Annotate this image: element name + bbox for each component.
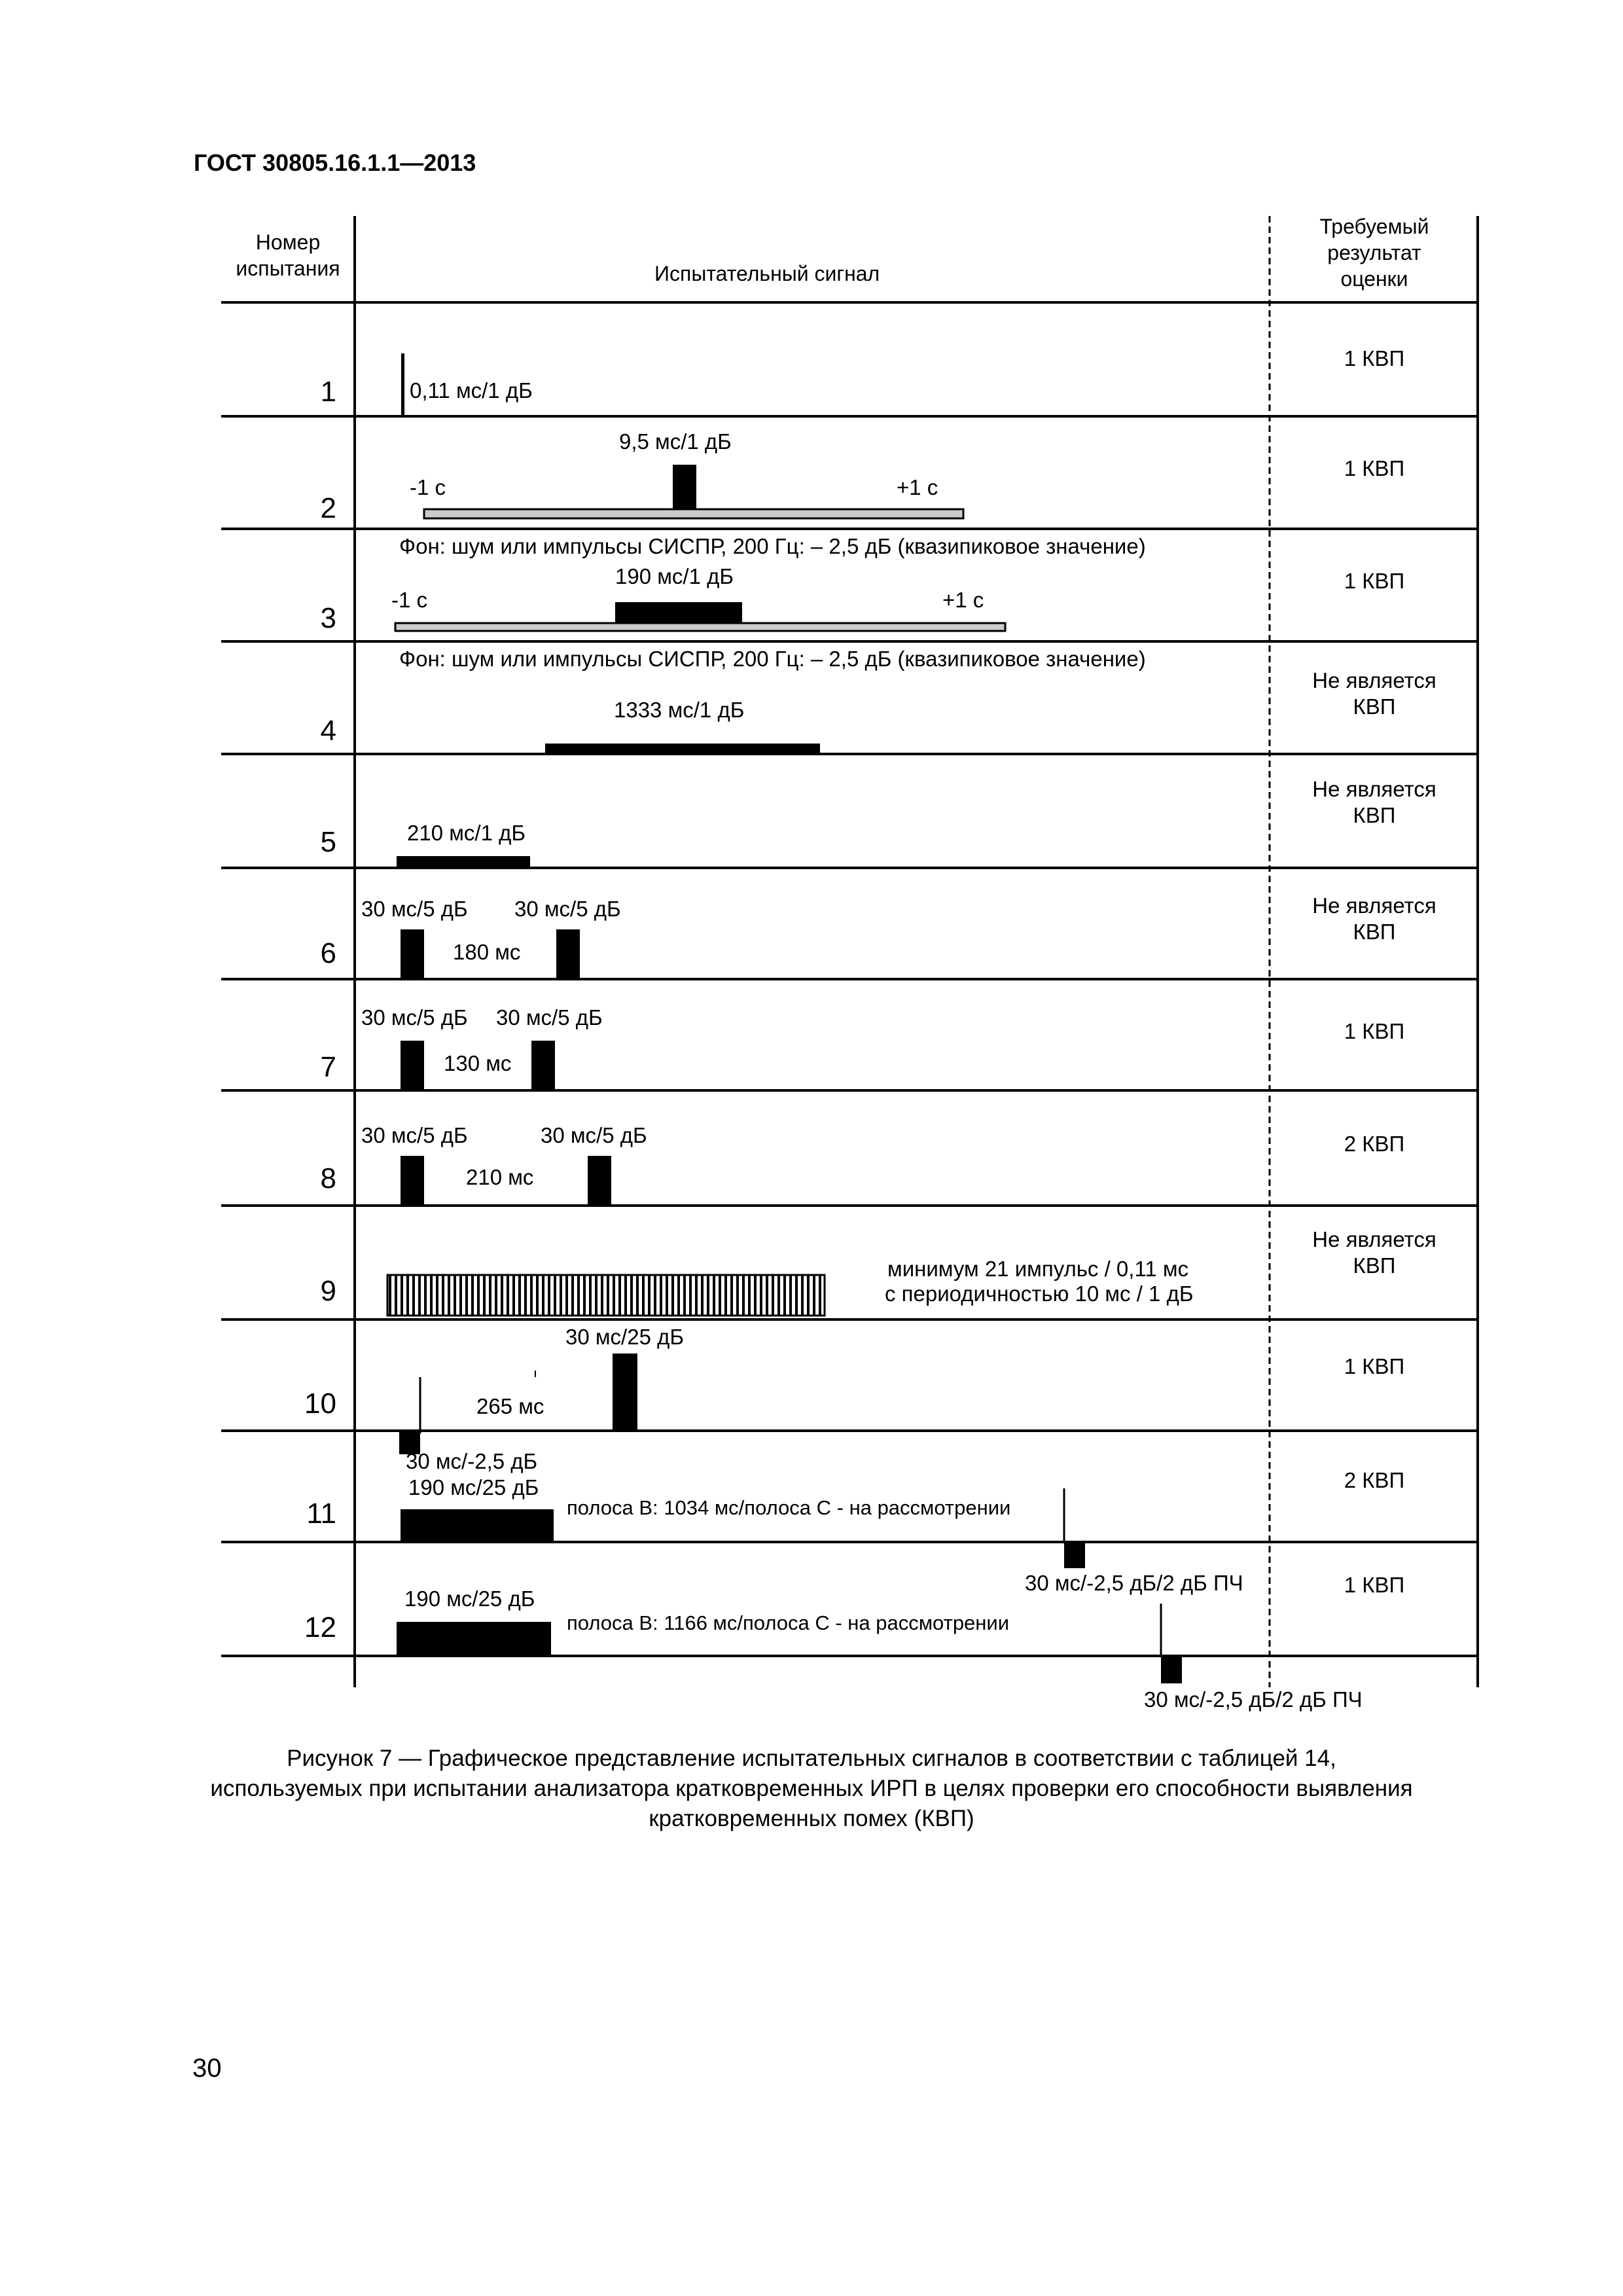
pulse-row-1 [401,353,404,416]
row-number: 3 [320,602,336,634]
pulse-row-6-a [401,929,424,979]
signal-label: 30 мс/5 дБ [541,1123,647,1147]
result-cell [1276,1018,1472,1045]
signal-label: 210 мс/1 дБ [407,821,526,845]
interval-label: 265 мс [476,1394,544,1418]
interval-label: 180 мс [453,940,521,964]
signal-label: 0,11 мс/1 дБ [410,378,533,403]
result-text: 2 КВП [1344,1132,1405,1156]
result-text: КВП [1353,694,1396,719]
if-signal-label: 30 мс/-2,5 дБ/2 дБ ПЧ [1025,1571,1243,1595]
signal-label: 30 мс/25 дБ [565,1325,685,1349]
signal-label: +1 с [942,588,984,612]
pulse-row-11 [401,1509,554,1542]
result-cell [1276,346,1472,372]
header-result-line: Требуемый [1319,215,1429,238]
result-cell [1276,1467,1472,1494]
pulse-train-row-9 [387,1275,825,1316]
pulse-row-10-b [613,1354,637,1432]
row-number: 11 [306,1498,336,1530]
signal-label: 190 мс/25 дБ [404,1587,535,1611]
if-pulse-row-11 [1064,1542,1085,1568]
result-text: Не является [1312,777,1436,801]
result-text: 1 КВП [1344,1354,1405,1378]
signal-label: 1333 мс/1 дБ [614,698,745,722]
result-text: КВП [1353,920,1396,944]
row-number: 2 [320,492,336,524]
result-cell [1276,776,1472,829]
signal-label: -1 с [391,588,428,612]
header-result-line: оценки [1340,267,1408,291]
result-cell [1276,668,1472,720]
result-text: 1 КВП [1344,456,1405,480]
row-number: 1 [320,376,336,408]
signal-label: 30 мс/5 дБ [361,1123,468,1147]
result-text: 1 КВП [1344,1573,1405,1597]
row-number: 6 [320,937,336,969]
row-number: 7 [320,1051,336,1083]
background-label: Фон: шум или импульсы СИСПР, 200 Гц: – 2,5 дБ (квазипиковое значение) [399,647,1146,671]
result-cell [1276,1131,1472,1157]
row-number: 12 [304,1611,336,1643]
header-result-line: результат [1327,241,1421,264]
document-header: ГОСТ 30805.16.1.1—2013 [194,149,476,176]
pulse-row-7-a [401,1041,424,1090]
signal-label: 190 мс/25 дБ [408,1475,539,1499]
pulse-row-8-b [588,1156,611,1206]
signal-label: 9,5 мс/1 дБ [619,429,732,454]
band-note: полоса В: 1166 мс/полоса С - на рассмотрении [567,1611,1010,1634]
band-note: полоса В: 1034 мс/полоса С - на рассмотрении [567,1496,1011,1519]
header-number-line: испытания [236,257,340,280]
signal-label: 30 мс/5 дБ [361,897,468,921]
result-text: 2 КВП [1344,1468,1405,1492]
row-number: 8 [320,1162,336,1194]
if-pulse-row-12 [1161,1656,1182,1683]
row-number: 4 [320,715,336,747]
header-number-line: Номер [255,230,321,254]
header-number [216,229,360,281]
signal-label: с периодичностью 10 мс / 1 дБ [885,1282,1194,1306]
result-cell [1276,1572,1472,1598]
signal-label: -1 с [410,475,446,499]
result-text: Не является [1312,1227,1436,1251]
result-cell [1276,893,1472,945]
header-signal: Испытательный сигнал [654,262,880,285]
background-bar-row-2 [424,509,963,518]
pulse-row-7-b [531,1041,555,1090]
signal-label: 30 мс/5 дБ [514,897,621,921]
caption-line: Рисунок 7 — Графическое представление испытательных сигналов в соответствии с таблицей 14, [287,1746,1336,1771]
interval-label: 210 мс [466,1165,534,1189]
result-text: 1 КВП [1344,346,1405,370]
signal-label: 30 мс/-2,5 дБ [406,1449,538,1473]
pulse-row-8-a [401,1156,424,1206]
if-signal-label: 30 мс/-2,5 дБ/2 дБ ПЧ [1144,1687,1363,1712]
result-cell [1276,568,1472,594]
figure-caption [0,1744,1623,1834]
result-text: КВП [1353,1253,1396,1278]
signal-label: 30 мс/5 дБ [361,1005,468,1030]
pulse-row-4 [545,744,820,754]
result-cell [1276,456,1472,482]
caption-line: кратковременных помех (КВП) [649,1806,974,1831]
header-result [1276,213,1472,292]
pulse-row-2 [673,465,696,513]
pulse-row-3 [615,602,742,624]
pulse-row-5 [397,856,530,868]
result-cell [1276,1227,1472,1279]
signal-label: минимум 21 импульс / 0,11 мс [887,1257,1189,1281]
signal-label: 190 мс/1 дБ [615,564,734,588]
pulse-row-12 [397,1622,551,1656]
caption-line: используемых при испытании анализатора кратковременных ИРП в целях проверки его способности выявления [210,1776,1413,1801]
result-text: Не является [1312,893,1436,918]
page-number: 30 [192,2054,222,2083]
row-number: 9 [320,1275,336,1307]
row-number: 10 [304,1388,336,1420]
background-label: Фон: шум или импульсы СИСПР, 200 Гц: – 2,5 дБ (квазипиковое значение) [399,534,1146,558]
signal-label: 30 мс/5 дБ [496,1005,603,1030]
result-text: 1 КВП [1344,569,1405,593]
pulse-row-6-b [556,929,580,979]
row-number: 5 [320,826,336,858]
background-bar-row-3 [395,623,1005,631]
result-text: Не является [1312,668,1436,692]
result-cell [1276,1354,1472,1380]
interval-label: 130 мс [444,1051,512,1075]
signal-label: +1 с [897,475,938,499]
result-text: 1 КВП [1344,1019,1405,1043]
result-text: КВП [1353,803,1396,827]
